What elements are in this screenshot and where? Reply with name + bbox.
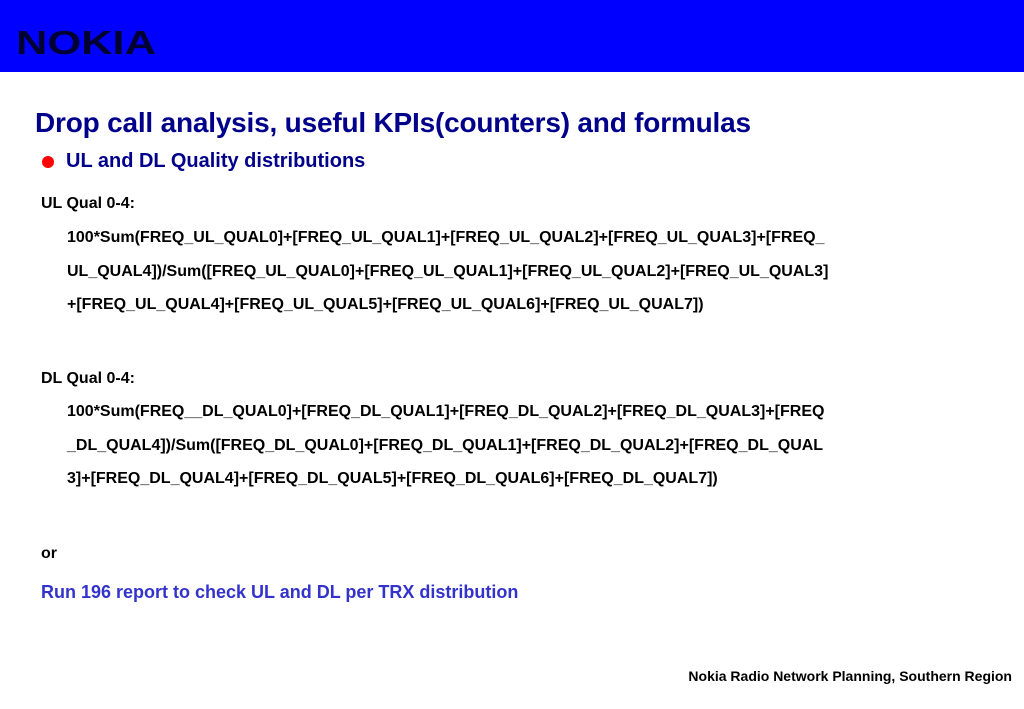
dl-formula-line: 3]+[FREQ_DL_QUAL4]+[FREQ_DL_QUAL5]+[FREQ_DL_QUAL6]+[FREQ_DL_QUAL7]) xyxy=(67,470,718,487)
slide-title: Drop call analysis, useful KPIs(counters) and formulas xyxy=(35,107,751,138)
svg-text:NOKIA: NOKIA xyxy=(16,26,156,61)
dl-formula-line: _DL_QUAL4])/Sum([FREQ_DL_QUAL0]+[FREQ_DL_QUAL1]+[FREQ_DL_QUAL2]+[FREQ_DL_QUAL xyxy=(67,437,824,454)
dl-formula-line: 100*Sum(FREQ__DL_QUAL0]+[FREQ_DL_QUAL1]+[FREQ_DL_QUAL2]+[FREQ_DL_QUAL3]+[FREQ xyxy=(67,403,825,420)
dl-qual-label: DL Qual 0-4: xyxy=(41,370,135,387)
ul-formula-line: 100*Sum(FREQ_UL_QUAL0]+[FREQ_UL_QUAL1]+[FREQ_UL_QUAL2]+[FREQ_UL_QUAL3]+[FREQ_ xyxy=(67,229,825,246)
header-bar xyxy=(0,0,1024,72)
bullet-dot-icon xyxy=(42,156,54,168)
footer-text: Nokia Radio Network Planning, Southern Region xyxy=(688,668,1012,684)
bullet-item xyxy=(42,150,365,173)
or-text: or xyxy=(41,545,57,562)
ul-formula-line: UL_QUAL4])/Sum([FREQ_UL_QUAL0]+[FREQ_UL_QUAL1]+[FREQ_UL_QUAL2]+[FREQ_UL_QUAL3] xyxy=(67,263,829,280)
ul-formula-line: +[FREQ_UL_QUAL4]+[FREQ_UL_QUAL5]+[FREQ_UL_QUAL6]+[FREQ_UL_QUAL7]) xyxy=(67,296,704,313)
ul-qual-label: UL Qual 0-4: xyxy=(41,195,135,212)
nokia-logo xyxy=(16,26,158,62)
report-instruction: Run 196 report to check UL and DL per TRX distribution xyxy=(41,582,519,602)
bullet-text: UL and DL Quality distributions xyxy=(66,150,366,172)
